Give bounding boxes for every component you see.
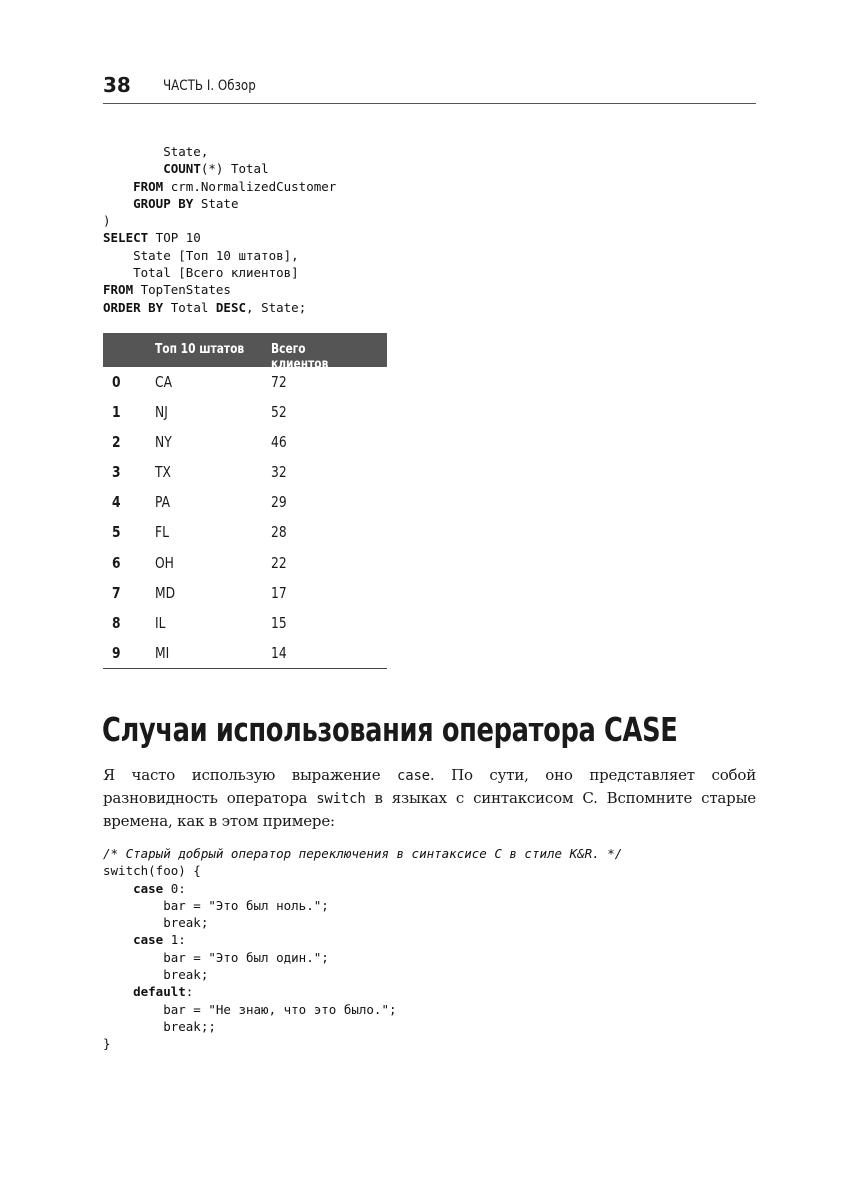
- state-cell: OH: [155, 553, 174, 572]
- code-text: State,: [103, 144, 209, 159]
- code-text: ): [103, 213, 111, 229]
- table-row: [103, 517, 387, 547]
- code-text: crm.NormalizedCustomer: [163, 178, 337, 194]
- c-code-block: [103, 845, 622, 1053]
- code-keyword: COUNT: [163, 161, 201, 177]
- code-text: TopTenStates: [133, 282, 231, 298]
- row-index: 8: [112, 613, 121, 632]
- code-text: [103, 196, 133, 211]
- code-line: [103, 898, 329, 913]
- total-cell: 29: [271, 493, 287, 512]
- total-cell: 17: [271, 583, 287, 602]
- row-index: 7: [112, 583, 121, 602]
- code-text: State: [193, 195, 239, 211]
- inline-code: switch: [316, 791, 366, 807]
- code-line: [103, 248, 299, 263]
- code-keyword: case: [133, 880, 164, 896]
- paragraph-text: . По сути, оно представляет собой разновидность оператора: [103, 766, 756, 807]
- state-cell: MD: [155, 583, 176, 602]
- code-line: [103, 1036, 111, 1051]
- table-row: [103, 397, 387, 427]
- state-cell: NJ: [155, 403, 168, 422]
- code-text: State [Топ 10 штатов],: [103, 247, 299, 263]
- code-comment: /* Старый добрый оператор переключения в синтаксисе C в стиле K&R. */: [103, 846, 623, 861]
- state-cell: MI: [155, 643, 170, 662]
- table-body: [103, 367, 387, 668]
- total-cell: 32: [271, 463, 287, 482]
- sql-code-block: [103, 143, 336, 316]
- total-cell: 14: [271, 643, 287, 662]
- code-line: [103, 1019, 216, 1034]
- total-cell: 22: [271, 553, 287, 572]
- page-header: [103, 73, 756, 104]
- code-text: Total: [163, 299, 216, 315]
- code-line: [103, 161, 269, 176]
- code-line: [103, 1002, 397, 1017]
- total-cell: 15: [271, 613, 287, 632]
- row-index: 5: [112, 523, 121, 542]
- table-row: [103, 638, 387, 668]
- table-row: [103, 367, 387, 397]
- paragraph-text: в языках с синтаксисом C. Вспомните старые времена, как в этом примере:: [103, 789, 756, 830]
- row-index: 2: [112, 433, 121, 452]
- total-cell: 72: [271, 373, 287, 391]
- page-number: 38: [103, 73, 131, 97]
- state-cell: PA: [155, 493, 171, 512]
- table-row: [103, 608, 387, 638]
- header-cell-state: Топ 10 штатов: [155, 342, 245, 357]
- code-text: }: [103, 1036, 111, 1052]
- code-line: [103, 196, 238, 211]
- code-text: bar = "Это был ноль.";: [103, 897, 329, 913]
- row-index: 1: [112, 403, 121, 422]
- code-text: (*) Total: [200, 161, 269, 177]
- body-paragraph: [103, 764, 756, 832]
- table-row: [103, 487, 387, 517]
- table-row: [103, 427, 387, 457]
- code-keyword: SELECT: [103, 230, 149, 246]
- code-text: switch(foo) {: [103, 863, 201, 879]
- code-line: [103, 846, 622, 861]
- code-line: [103, 967, 208, 982]
- running-head: ЧАСТЬ I. Обзор: [163, 78, 256, 94]
- state-cell: NY: [155, 433, 172, 452]
- code-keyword: ORDER BY: [103, 299, 164, 315]
- code-text: [103, 161, 163, 176]
- code-line: [103, 915, 208, 930]
- code-text: TOP 10: [148, 230, 201, 246]
- row-index: 6: [112, 553, 121, 572]
- code-text: [103, 932, 133, 947]
- code-text: break;: [103, 915, 209, 931]
- code-line: [103, 881, 186, 896]
- code-text: bar = "Это был один.";: [103, 949, 329, 965]
- code-text: Total [Всего клиентов]: [103, 265, 299, 281]
- code-line: [103, 863, 201, 878]
- code-line: [103, 932, 186, 947]
- code-text: , State;: [246, 299, 307, 315]
- state-cell: TX: [155, 463, 171, 482]
- code-keyword: default: [133, 984, 186, 1000]
- code-keyword: GROUP BY: [133, 195, 194, 211]
- state-cell: IL: [155, 613, 166, 632]
- inline-code: case: [396, 768, 430, 784]
- code-text: 1:: [163, 932, 186, 948]
- code-line: [103, 984, 193, 999]
- table-row: [103, 578, 387, 608]
- state-cell: CA: [155, 373, 173, 391]
- code-line: [103, 265, 299, 280]
- code-line: [103, 300, 306, 315]
- result-table: [103, 333, 387, 669]
- row-index: 9: [112, 643, 121, 662]
- table-row: [103, 457, 387, 487]
- code-text: bar = "Не знаю, что это было.";: [103, 1001, 397, 1017]
- code-text: [103, 179, 133, 194]
- header-cell-total: Всего клиентов: [271, 342, 329, 372]
- total-cell: 52: [271, 403, 287, 422]
- table-row: [103, 548, 387, 578]
- table-header: [103, 333, 387, 372]
- row-index: 4: [112, 493, 121, 512]
- code-keyword: DESC: [215, 299, 247, 315]
- code-keyword: FROM: [103, 282, 134, 298]
- code-text: :: [185, 984, 194, 1000]
- code-text: [103, 984, 133, 999]
- code-line: [103, 282, 231, 297]
- code-line: [103, 230, 201, 245]
- row-index: 3: [112, 463, 121, 482]
- code-keyword: FROM: [133, 178, 164, 194]
- paragraph-text: Я часто использую выражение: [103, 766, 397, 784]
- code-keyword: case: [133, 932, 164, 948]
- code-text: break;: [103, 967, 209, 983]
- code-line: [103, 950, 329, 965]
- state-cell: FL: [155, 523, 169, 542]
- code-line: [103, 144, 208, 159]
- code-text: break;;: [103, 1018, 216, 1034]
- code-text: [103, 881, 133, 896]
- section-title: Случаи использования оператора CASE: [102, 710, 678, 749]
- code-text: 0:: [163, 880, 186, 896]
- total-cell: 28: [271, 523, 287, 542]
- code-line: [103, 213, 111, 228]
- total-cell: 46: [271, 433, 287, 452]
- row-index: 0: [112, 373, 121, 391]
- code-line: [103, 179, 336, 194]
